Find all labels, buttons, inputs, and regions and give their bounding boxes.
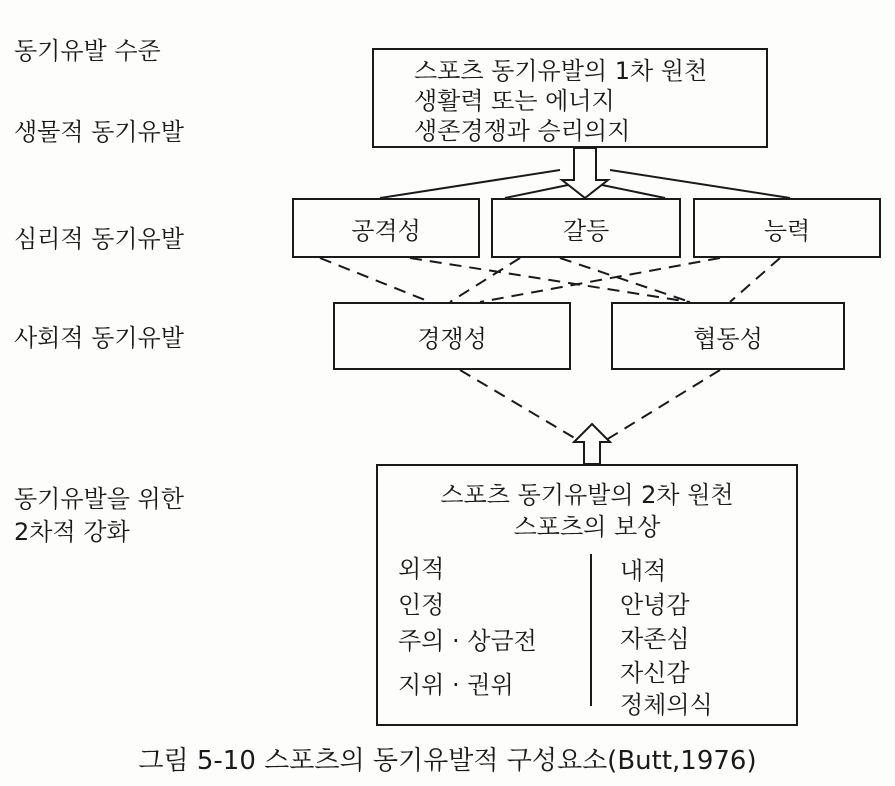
primary-source-line2: 생활력 또는 에너지 bbox=[414, 87, 615, 115]
level-psychological: 심리적 동기유발 bbox=[14, 225, 184, 253]
fan-line-mid-left bbox=[505, 185, 568, 198]
social-box-cooperation bbox=[611, 302, 845, 370]
dash-aggression-competition bbox=[320, 258, 430, 302]
intrinsic-item: 정체의식 bbox=[620, 691, 713, 719]
secondary-source-box bbox=[376, 464, 798, 726]
secondary-source-subtitle: 스포츠의 보상 bbox=[513, 513, 661, 541]
dash-ability-competition bbox=[480, 258, 720, 302]
fan-line-left bbox=[380, 170, 560, 198]
secondary-source-title: 스포츠 동기유발의 2차 원천 bbox=[440, 481, 734, 509]
primary-source-line1: 스포츠 동기유발의 1차 원천 bbox=[414, 57, 708, 85]
dash-conflict-competition bbox=[450, 258, 520, 302]
level-secondary-line1: 동기유발을 위한 bbox=[14, 485, 184, 513]
dash-ability-cooperation bbox=[730, 258, 780, 302]
psych-label-aggression: 공격성 bbox=[351, 216, 421, 245]
fan-line-mid-right bbox=[602, 185, 665, 198]
extrinsic-item: 외적 bbox=[398, 555, 445, 583]
intrinsic-item: 안녕감 bbox=[620, 591, 690, 619]
intrinsic-item: 내적 bbox=[620, 557, 667, 585]
social-box-competition bbox=[333, 302, 571, 370]
primary-source-line3: 생존경쟁과 승리의지 bbox=[414, 117, 631, 145]
primary-source-box bbox=[372, 48, 768, 148]
extrinsic-item: 인정 bbox=[398, 591, 445, 619]
social-label-competition: 경쟁성 bbox=[417, 324, 487, 353]
dash-aggression-cooperation bbox=[410, 258, 690, 302]
psych-box-conflict bbox=[491, 198, 681, 258]
social-label-cooperation: 협동성 bbox=[693, 324, 763, 353]
extrinsic-item: 지위 · 권위 bbox=[398, 671, 514, 699]
level-biological: 생물적 동기유발 bbox=[14, 118, 184, 146]
dash-cooperation-arrow bbox=[606, 370, 720, 440]
fan-line-right bbox=[610, 170, 790, 198]
intrinsic-item: 자존심 bbox=[620, 625, 690, 653]
dash-competition-arrow bbox=[460, 370, 578, 440]
extrinsic-item: 주의 · 상금전 bbox=[398, 627, 537, 655]
up-arrow bbox=[574, 424, 610, 464]
dash-conflict-cooperation bbox=[560, 258, 690, 302]
psych-label-conflict: 갈등 bbox=[562, 216, 610, 245]
intrinsic-item: 자신감 bbox=[620, 659, 690, 687]
level-title: 동기유발 수준 bbox=[14, 37, 161, 65]
psych-box-aggression bbox=[292, 198, 480, 258]
down-arrow bbox=[562, 148, 608, 198]
psych-box-ability bbox=[693, 198, 881, 258]
figure-caption: 그림 5-10 스포츠의 동기유발적 구성요소(Butt,1976) bbox=[138, 746, 757, 776]
psych-label-ability: 능력 bbox=[763, 216, 811, 245]
level-social: 사회적 동기유발 bbox=[14, 324, 184, 352]
level-secondary-line2: 2차적 강화 bbox=[14, 518, 130, 546]
column-divider bbox=[590, 554, 592, 706]
